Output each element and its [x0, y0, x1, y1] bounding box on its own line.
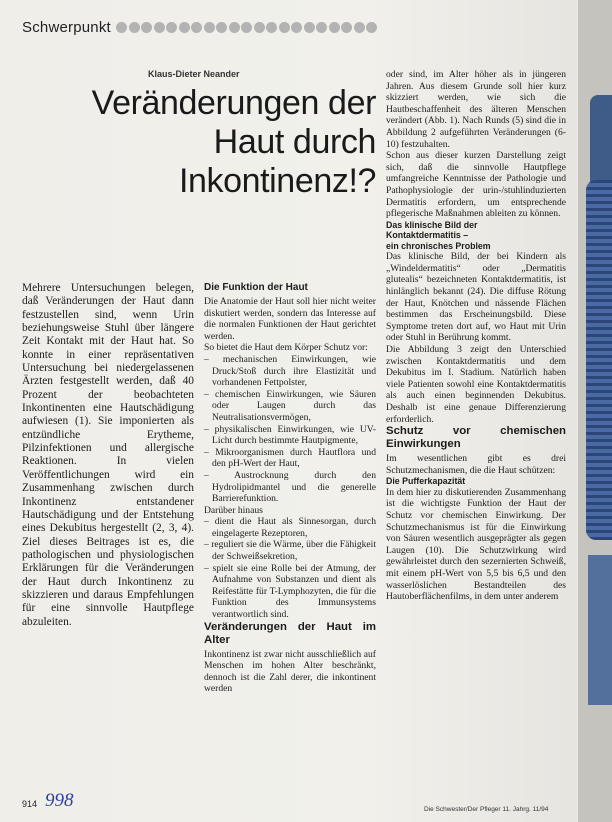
aging-continued-paragraph: oder sind, im Alter höher als in jüngeren Jahren. Aus diesem Grunde soll hier kurz skizziert werden, wie sich die Hautbeschaffenheit des älteren Menschen verändert (Abb. 1). Nach Runds (5) sind die in Abbildung 2 aufgeführten Veränderungen (6-10) festzuhalten.: [386, 69, 566, 150]
list-item: – dient die Haut als Sinnesorgan, durch eingelagerte Rezeptoren,: [204, 516, 376, 539]
decorative-dot: [229, 22, 240, 33]
skin-aging-paragraph: Inkontinenz ist zwar nicht ausschließlich auf Menschen im hohen Alter beschränkt, dennoch ist die Zahl derer, die inkontinent werden: [204, 648, 376, 695]
chemical-protection-paragraph: Im wesentlichen gibt es drei Schutzmechanismen, die die Haut schützen:: [386, 453, 566, 476]
title-line-3: Inkontinenz!?: [178, 162, 376, 200]
list-item: – spielt sie eine Rolle bei der Atmung, der Aufnahme von Substanzen und dient als Reifestätte für T-Lymphozyten, die für die Funktion des Immunsystems verantwortlich sind.: [204, 562, 376, 621]
decorative-dot: [204, 22, 215, 33]
decorative-dot: [254, 22, 265, 33]
heading-skin-aging: Veränderungen der Haut im Alter: [204, 620, 376, 646]
further-functions-list: [204, 516, 376, 620]
decorative-dot: [304, 22, 315, 33]
list-item: – Austrocknung durch den Hydrolipidmantel und die generelle Barrierefunktion.: [204, 469, 376, 505]
decorative-dot: [366, 22, 377, 33]
decorative-dot: [129, 22, 140, 33]
decorative-dot: [216, 22, 227, 33]
journal-source-line: Die Schwester/Der Pfleger 11. Jahrg. 11/94: [424, 806, 549, 813]
decorative-dot: [191, 22, 202, 33]
decorative-dot: [291, 22, 302, 33]
decorative-dot: [329, 22, 340, 33]
decorative-dot: [179, 22, 190, 33]
list-item: – Mikroorganismen durch Hautflora und den pH-Wert der Haut,: [204, 446, 376, 470]
handwritten-page-number: 998: [45, 790, 74, 811]
care-knowledge-paragraph: Schon aus dieser kurzen Darstellung zeigt sich, daß die sinnvolle Hautpflege umfangreiche Kenntnisse der Pathologie und Pathophysiologie der urin-/stuhlinduzierten Dermatitis erfordern, um entsprechende pflegerische Maßnahmen ableiten zu können.: [386, 150, 566, 220]
heading-line: Kontaktdermatitis –: [386, 230, 469, 241]
heading-skin-function: Die Funktion der Haut: [204, 282, 308, 293]
decorative-dot: [116, 22, 127, 33]
intro-paragraph: Mehrere Untersuchungen belegen, daß Veränderungen der Haut dann festzustellen sind, wenn Urin beziehungsweise Stuhl über längere Zeit Kontakt mit der Haut hat. So konnte in einer repräsentativen Untersuchung bei niedergelassenen Ärzten festgestellt werden, daß 40 Prozent der beobachteten Inkontinenten eine Hautschädigung aufwiesen (1). Sie imponierten als entzündliche Erytheme, Pilzinfektionen und allergische Reaktionen. In vielen Veröffentlichungen wird ein Zusammenhang zwischen durch Inkontinenz entstandener Hautschädigung und der Entstehung eines Dekubitus hergestellt (2, 3, 4). Ziel dieses Beitrages ist es, die pathologischen und physiologischen Erklärungen für die Veränderungen der Haut durch Inkontinenz zu skizzieren und daraus Empfehlungen für eine sinnvolle Hautpflege abzuleiten.: [22, 282, 194, 628]
title-line-1: Veränderungen der: [91, 84, 376, 122]
clinical-picture-paragraph-2: Die Abbildung 3 zeigt den Unterschied zwischen Kontaktdermatitis und dem Dekubitus im I. Stadium. Natürlich haben viele Patienten sowohl eine Kontaktdermatitis als auch einen beginnenden Dekubitus. Deshalb ist eine genaue Differenzierung erforderlich.: [386, 343, 566, 425]
decorative-dot: [154, 22, 165, 33]
heading-line: Das klinische Bild der: [386, 219, 478, 230]
buffer-capacity-paragraph: In dem hier zu diskutierenden Zusammenhang ist die wichtigste Funktion der Haut der Schutz vor chemischen Einwirkung. Der Schutzmechanismus ist für die Einwirkung von Säuren wesentlich ausgeprägter als gegen Laugen (10). Die Schutzwirkung wird gewährleistet durch den sezernierten Schweiß, mit einem pH-Wert von 5,5 bis 6,5 und den wasserlöslichen Bestandteilen des Hautoberflächenfilms, in dem unter anderem: [386, 486, 566, 603]
column-middle: [204, 282, 376, 695]
skin-function-paragraph-3: Darüber hinaus: [204, 504, 263, 516]
list-item: – chemischen Einwirkungen, wie Säuren oder Laugen durch das Neutralisationsvermögen,: [204, 388, 376, 423]
photo-fragment: [588, 555, 612, 705]
decorative-dot: [141, 22, 152, 33]
decorative-dot: [241, 22, 252, 33]
list-item: – mechanischen Einwirkungen, wie Druck/Stoß durch ihre Elastizität und vorhandenen Fettpolster,: [204, 353, 376, 389]
photo-fragment: [590, 95, 612, 185]
section-label: Schwerpunkt: [22, 19, 111, 36]
heading-clinical-picture: [386, 220, 566, 252]
protection-list: [204, 354, 376, 505]
photo-fragment: [586, 180, 612, 540]
page-number: 914: [22, 799, 38, 809]
decorative-dot: [279, 22, 290, 33]
clinical-picture-paragraph-1: Das klinische Bild, der bei Kindern als „Windeldermatitis“ oder „Dermatitis glutealis“ bezeichneten Kontaktdermatitis, ist hinlänglich bekannt (24). Die diffuse Rötung der Haut, Knötchen und nässende Flächen bestimmen das Erscheinungsbild. Diese Symptome treten dort auf, wo Haut mit Urin oder Stuhl in Berührung kommt.: [386, 251, 566, 344]
decorative-dot: [316, 22, 327, 33]
skin-function-paragraph-2: So bietet die Haut dem Körper Schutz vor:: [204, 342, 368, 354]
list-item: – physikalischen Einwirkungen, wie UV-Licht durch bestimmte Hautpigmente,: [204, 423, 376, 447]
list-item: – reguliert sie die Wärme, über die Fähigkeit der Schweißsekretion,: [204, 539, 376, 563]
heading-line: ein chronisches Problem: [386, 240, 491, 251]
author-name: Klaus-Dieter Neander: [148, 69, 240, 79]
title-line-2: Haut durch: [213, 123, 376, 161]
decorative-dot: [354, 22, 365, 33]
decorative-dot: [341, 22, 352, 33]
heading-buffer-capacity: Die Pufferkapazität: [386, 476, 466, 487]
skin-function-paragraph-1: Die Anatomie der Haut soll hier nicht weiter diskutiert werden, sondern das Interesse auf die normalen Funktionen der Haut gerichtet werden.: [204, 296, 376, 342]
article-title: [92, 84, 376, 201]
decorative-dot: [166, 22, 177, 33]
heading-chemical-protection: Schutz vor chemischen Einwirkungen: [386, 425, 566, 451]
column-intro: [22, 282, 194, 629]
decorative-dot: [266, 22, 277, 33]
column-right: [386, 69, 566, 603]
